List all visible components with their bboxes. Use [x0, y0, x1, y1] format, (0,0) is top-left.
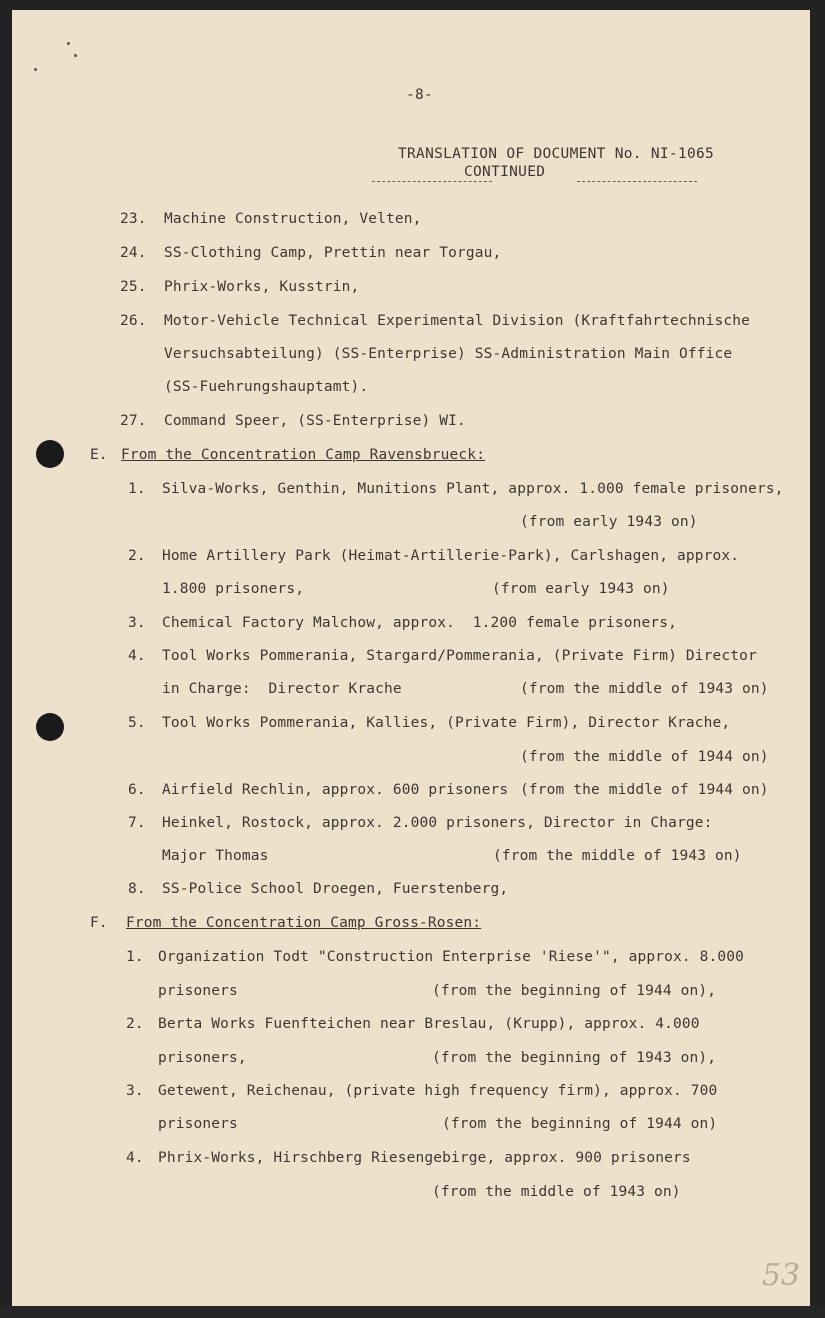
header-strike-line [372, 181, 492, 182]
item-text: Berta Works Fuenfteichen near Breslau, (Krupp), approx. 4.000 [158, 1016, 700, 1032]
item-text: Command Speer, (SS-Enterprise) WI. [164, 413, 466, 429]
section-letter: E. [90, 447, 108, 463]
item-text: Machine Construction, Velten, [164, 211, 422, 227]
item-date: (from the middle of 1944 on) [520, 749, 769, 765]
item-date: (from early 1943 on) [520, 514, 698, 530]
item-text: Organization Todt "Construction Enterprise 'Riese'", approx. 8.000 [158, 949, 745, 965]
item-text: Tool Works Pommerania, Kallies, (Private Firm), Director Krache, [162, 715, 731, 731]
punch-hole [36, 713, 64, 741]
item-number: 8. [128, 881, 146, 897]
paper-speck [34, 68, 37, 71]
section-letter: F. [90, 915, 108, 931]
item-number: 5. [128, 715, 146, 731]
item-number: 26. [120, 313, 147, 329]
section-heading: From the Concentration Camp Ravensbrueck: [121, 447, 486, 463]
item-text: Airfield Rechlin, approx. 600 prisoners [162, 782, 509, 798]
item-continuation: 1.800 prisoners, [162, 581, 305, 597]
item-continuation: Versuchsabteilung) (SS-Enterprise) SS-Administration Main Office [164, 346, 733, 362]
item-continuation: prisoners [158, 983, 238, 999]
item-continuation: (SS-Fuehrungshauptamt). [164, 379, 369, 395]
item-number: 27. [120, 413, 147, 429]
item-text: Home Artillery Park (Heimat-Artillerie-Park), Carlshagen, approx. [162, 548, 740, 564]
document-title: TRANSLATION OF DOCUMENT No. NI-1065 [398, 146, 715, 162]
header-strike-line [577, 181, 697, 182]
item-text: Phrix-Works, Hirschberg Riesengebirge, approx. 900 prisoners [158, 1150, 691, 1166]
item-continuation: Major Thomas [162, 848, 269, 864]
item-text: Silva-Works, Genthin, Munitions Plant, approx. 1.000 female prisoners, [162, 481, 784, 497]
item-text: Motor-Vehicle Technical Experimental Division (Kraftfahrtechnische [164, 313, 751, 329]
item-text: SS-Police School Droegen, Fuerstenberg, [162, 881, 509, 897]
item-text: Getewent, Reichenau, (private high frequency firm), approx. 700 [158, 1083, 718, 1099]
item-number: 1. [126, 949, 144, 965]
paper-speck [67, 42, 70, 45]
item-continuation: prisoners, [158, 1050, 247, 1066]
item-number: 2. [126, 1016, 144, 1032]
item-date: (from the middle of 1943 on) [520, 681, 769, 697]
document-subtitle: CONTINUED [464, 164, 546, 180]
item-date: (from the middle of 1943 on) [432, 1184, 681, 1200]
item-number: 4. [128, 648, 146, 664]
item-text: SS-Clothing Camp, Prettin near Torgau, [164, 245, 502, 261]
document-page [12, 10, 810, 1306]
item-number: 25. [120, 279, 147, 295]
item-date: (from the beginning of 1944 on), [432, 983, 717, 999]
item-date: (from the beginning of 1944 on) [442, 1116, 718, 1132]
scan-border [0, 1306, 825, 1318]
item-number: 3. [128, 615, 146, 631]
item-number: 3. [126, 1083, 144, 1099]
item-text: Tool Works Pommerania, Stargard/Pommerania, (Private Firm) Director [162, 648, 757, 664]
item-number: 7. [128, 815, 146, 831]
item-date: (from early 1943 on) [492, 581, 670, 597]
item-text: Heinkel, Rostock, approx. 2.000 prisoners, Director in Charge: [162, 815, 713, 831]
item-date: (from the middle of 1944 on) [520, 782, 769, 798]
item-date: (from the beginning of 1943 on), [432, 1050, 717, 1066]
item-continuation: prisoners [158, 1116, 238, 1132]
item-number: 1. [128, 481, 146, 497]
item-number: 24. [120, 245, 147, 261]
punch-hole [36, 440, 64, 468]
item-continuation: in Charge: Director Krache [162, 681, 402, 697]
item-date: (from the middle of 1943 on) [493, 848, 742, 864]
item-number: 4. [126, 1150, 144, 1166]
item-number: 2. [128, 548, 146, 564]
item-number: 23. [120, 211, 147, 227]
item-text: Phrix-Works, Kusstrin, [164, 279, 360, 295]
paper-speck [74, 54, 77, 57]
section-heading: From the Concentration Camp Gross-Rosen: [126, 915, 482, 931]
item-text: Chemical Factory Malchow, approx. 1.200 female prisoners, [162, 615, 678, 631]
handwritten-page-number: 53 [761, 1258, 800, 1293]
page-marker: -8- [406, 87, 434, 103]
item-number: 6. [128, 782, 146, 798]
